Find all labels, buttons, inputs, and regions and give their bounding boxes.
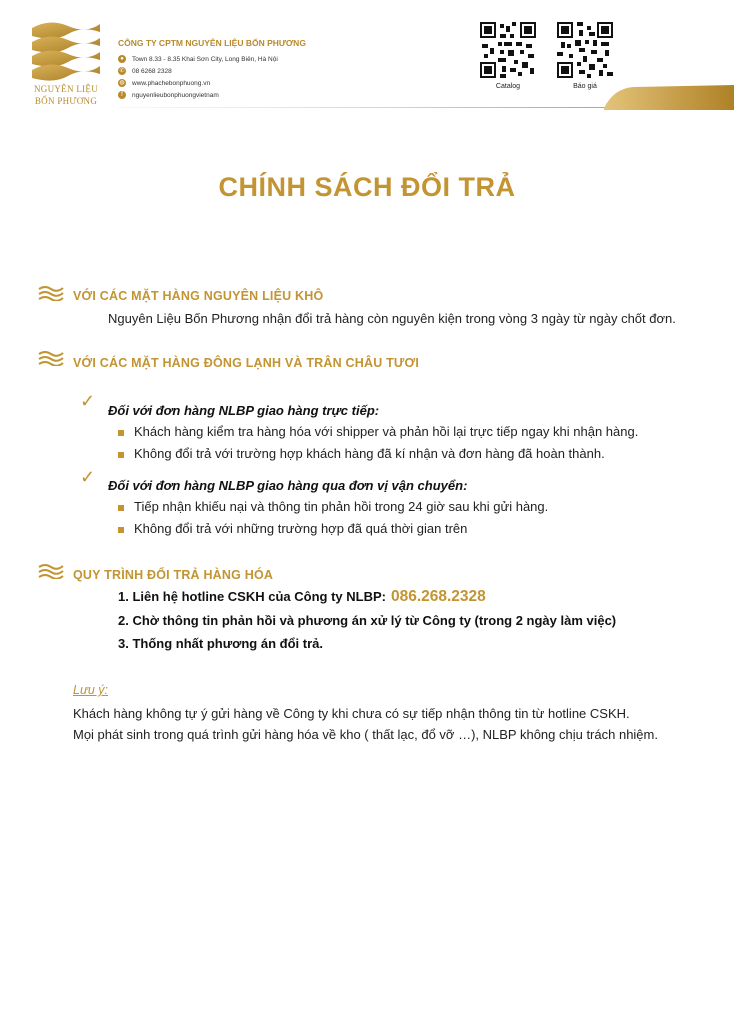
subheading-direct-delivery: Đối với đơn hàng NLBP giao hàng trực tiếp: [108,403,380,418]
process-step-1 [118,588,486,606]
list-item: Không đổi trả với những trường hợp đã quá thời gian trên [134,521,468,536]
qr-code-icon [480,22,536,78]
qr-price-label: Báo giá [573,83,597,90]
note-label: Lưu ý: [73,683,109,697]
section-text-dry: Nguyên Liệu Bốn Phương nhận đổi trả hàng còn nguyên kiện trong vòng 3 ngày từ ngày chốt đơn. [108,311,676,326]
facebook-link[interactable]: nguyenlieubonphuongvietnam [132,91,219,99]
bullet-icon [118,430,124,436]
section-waves-icon [38,285,64,301]
qr-catalog[interactable] [480,22,538,90]
checkmark-icon: ✓ [80,391,96,411]
subheading-carrier-delivery: Đối với đơn hàng NLBP giao hàng qua đơn vị vận chuyển: [108,478,468,493]
logo-line-2: BỐN PHƯƠNG [34,96,98,106]
list-item: Không đổi trả với trường hợp khách hàng đã kí nhận và đơn hàng đã hoàn thành. [134,446,605,461]
location-pin-icon: ● [118,55,126,63]
bullet-icon [118,505,124,511]
header-gold-swoosh [604,84,734,110]
qr-price[interactable] [557,22,615,90]
logo-line-1: NGUYÊN LIỆU [33,84,99,94]
list-item: Tiếp nhận khiếu nại và thông tin phản hồi trong 24 giờ sau khi gửi hàng. [134,499,549,514]
section-heading-frozen: VỚI CÁC MẶT HÀNG ĐÔNG LẠNH VÀ TRÂN CHÂU TƯƠI [73,356,420,370]
address-text: Town 8.33 - 8.35 Khai Sơn City, Long Biên, Hà Nội [132,55,278,63]
hotline-number[interactable]: 086.268.2328 [390,588,486,605]
section-heading-dry: VỚI CÁC MẶT HÀNG NGUYÊN LIỆU KHÔ [73,289,324,303]
phone-text: 08 6268 2328 [132,67,172,75]
company-name: CÔNG TY CPTM NGUYÊN LIỆU BỐN PHƯƠNG [118,38,306,48]
section-waves-icon [38,563,64,579]
globe-icon: ◍ [119,80,125,86]
qr-catalog-label: Catalog [495,83,521,90]
checkmark-icon: ✓ [80,467,96,487]
note-line-2: Mọi phát sinh trong quá trình gửi hàng hóa về kho ( thất lạc, đổ vỡ …), NLBP không chịu trách nhiệm. [73,727,658,742]
section-heading-process: QUY TRÌNH ĐỔI TRẢ HÀNG HÓA [73,568,274,582]
logo-waves-icon [30,18,102,82]
contact-phone [118,67,172,75]
list-item: Khách hàng kiểm tra hàng hóa với shipper và phản hồi lại trực tiếp ngay khi nhận hàng. [134,424,639,439]
qr-code-icon [557,22,613,78]
process-step-3: 3. Thống nhất phương án đổi trả. [118,636,323,651]
contact-website [118,79,210,87]
phone-icon: ✆ [119,68,125,74]
contact-address [118,55,278,63]
step-text: 1. Liên hệ hotline CSKH của Công ty NLBP: [118,589,386,604]
page-title: CHÍNH SÁCH ĐỔI TRẢ [218,172,516,202]
bullet-icon [118,452,124,458]
website-link[interactable]: www.phachebonphuong.vn [132,79,211,87]
facebook-icon: f [118,91,126,99]
company-logo [30,18,102,110]
section-waves-icon [38,350,64,366]
process-step-2: 2. Chờ thông tin phản hồi và phương án xử lý từ Công ty (trong 2 ngày làm việc) [118,613,617,628]
note-line-1: Khách hàng không tự ý gửi hàng về Công ty khi chưa có sự tiếp nhận thông tin từ hotline CSKH. [73,706,630,721]
bullet-icon [118,527,124,533]
contact-facebook [118,91,219,99]
